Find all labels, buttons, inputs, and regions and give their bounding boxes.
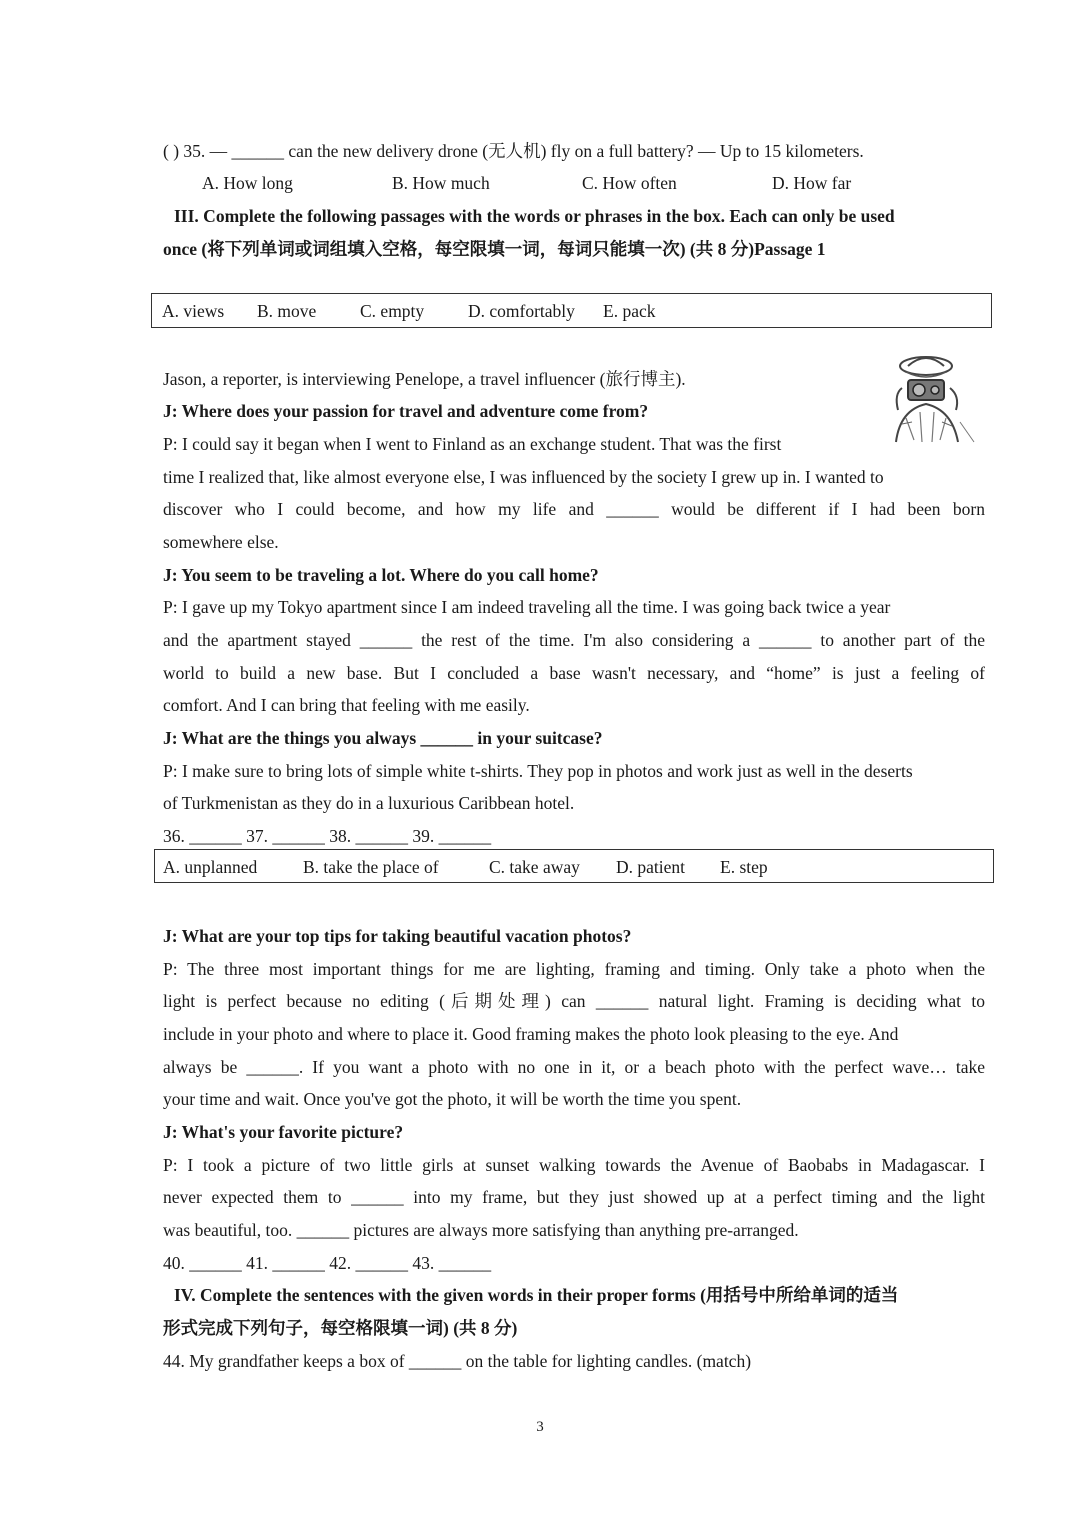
section-4-heading-line-2: 形式完成下列句子，每空格限填一词) (共 8 分) <box>163 1318 518 1338</box>
passage-line: was beautiful, too. ______ pictures are always more satisfying than anything pre-arranged. <box>163 1220 799 1240</box>
traveler-with-camera-icon <box>876 352 976 444</box>
passage-line: light is perfect because no editing (后期处理) can ______ natural light. Framing is deciding what to <box>163 991 985 1011</box>
interview-question: J: What's your favorite picture? <box>163 1122 404 1142</box>
passage-line: P: I make sure to bring lots of simple white t-shirts. They pop in photos and work just as well in the deserts <box>163 761 913 781</box>
word-box-1 <box>151 293 992 328</box>
word-box-2 <box>154 849 994 883</box>
passage-line: P: I took a picture of two little girls at sunset walking towards the Avenue of Baobabs in Madagascar. I <box>163 1155 985 1175</box>
word-box-1-item: C. empty <box>360 301 425 321</box>
q35-option-c: C. How often <box>582 173 677 193</box>
passage-line: and the apartment stayed ______ the rest of the time. I'm also considering a ______ to another part of the <box>163 630 985 650</box>
word-box-2-item: C. take away <box>489 857 580 877</box>
word-box-2-item: D. patient <box>616 857 686 877</box>
section-3-heading-line-2: once (将下列单词或词组填入空格，每空限填一词，每词只能填一次) (共 8 分)Passage 1 <box>163 239 826 259</box>
passage-line: never expected them to ______ into my frame, but they just showed up at a perfect timing and the light <box>163 1187 985 1207</box>
interview-question: J: What are the things you always ______ in your suitcase? <box>163 728 603 748</box>
q35-option-b: B. How much <box>392 173 490 193</box>
word-box-1-item: E. pack <box>603 301 656 321</box>
passage-line: P: The three most important things for me are lighting, framing and timing. Only take a photo when the <box>163 959 985 979</box>
q35-option-a: A. How long <box>202 173 293 193</box>
passage-line: of Turkmenistan as they do in a luxurious Caribbean hotel. <box>163 793 575 813</box>
page-number: 3 <box>536 1419 544 1435</box>
passage-line: comfort. And I can bring that feeling with me easily. <box>163 695 530 715</box>
word-box-1-item: D. comfortably <box>468 301 575 321</box>
passage-1-intro: Jason, a reporter, is interviewing Penelope, a travel influencer (旅行博主). <box>163 369 686 389</box>
answer-blanks-36-39: 36. ______ 37. ______ 38. ______ 39. ______ <box>163 826 492 846</box>
interview-question: J: Where does your passion for travel and adventure come from? <box>163 401 649 421</box>
passage-line: somewhere else. <box>163 532 279 552</box>
interview-question: J: What are your top tips for taking beautiful vacation photos? <box>163 926 632 946</box>
word-box-1-item: B. move <box>257 301 317 321</box>
section-4-heading-line-1: IV. Complete the sentences with the given words in their proper forms (用括号中所给单词的适当 <box>174 1285 899 1305</box>
word-box-1-item: A. views <box>162 301 225 321</box>
passage-line: P: I gave up my Tokyo apartment since I am indeed traveling all the time. I was going back twice a year <box>163 597 891 617</box>
question-44: 44. My grandfather keeps a box of ______ on the table for lighting candles. (match) <box>163 1351 752 1371</box>
passage-line: always be ______. If you want a photo with no one in it, or a beach photo with the perfect wave… take <box>163 1057 985 1077</box>
section-3-heading-line-1: III. Complete the following passages with the words or phrases in the box. Each can only be used <box>174 206 895 226</box>
word-box-2-item: B. take the place of <box>303 857 439 877</box>
passage-line: include in your photo and where to place it. Good framing makes the photo look pleasing to the eye. And <box>163 1024 899 1044</box>
word-box-2-item: A. unplanned <box>163 857 258 877</box>
passage-line: your time and wait. Once you've got the photo, it will be worth the time you spent. <box>163 1089 742 1109</box>
q35-option-d: D. How far <box>772 173 852 193</box>
passage-line: P: I could say it began when I went to Finland as an exchange student. That was the first <box>163 434 782 454</box>
passage-line: time I realized that, like almost everyone else, I was influenced by the society I grew up in. I wanted to <box>163 467 884 487</box>
interview-question: J: You seem to be traveling a lot. Where do you call home? <box>163 565 599 585</box>
word-box-2-item: E. step <box>720 857 768 877</box>
passage-line: discover who I could become, and how my life and ______ would be different if I had been born <box>163 499 985 519</box>
answer-blanks-40-43: 40. ______ 41. ______ 42. ______ 43. ______ <box>163 1253 492 1273</box>
passage-line: world to build a new base. But I concluded a base wasn't necessary, and “home” is just a feeling of <box>163 663 985 683</box>
question-35: ( ) 35. — ______ can the new delivery drone (无人机) fly on a full battery? — Up to 15 kilometers. <box>163 141 864 161</box>
